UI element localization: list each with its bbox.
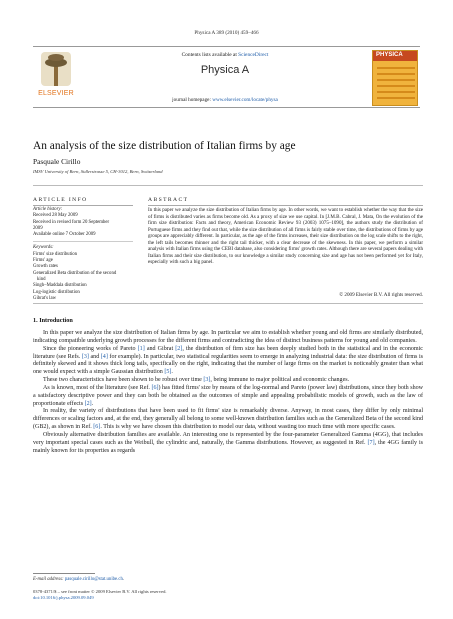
reference-link[interactable]: [3] [81, 353, 89, 360]
paragraph: Since the pioneering works of Pareto [1] and Gibrat [2], the distribution of firm size has been deeply studied both in the statistical and in the economic literature (see Refs. [3] and [4] for example). In particular, two statistical regularities seem to emerge in analyzing industrial data: the size distribution of firms is definitely skewed and it shows thick long tails, specifically on the right, indicating that the number of large firms on the market is noticeably greater than what one would expect with a simple Gaussian distribution [5]. [33, 345, 423, 376]
paragraph: In reality, the variety of distributions that have been used to fit firms' size is remarkably diverse. Anyway, in most cases, they differ by only minimal differences or scaling factors and, at the end, they generally all belong to some well-known distribution families such as the Generalized Beta of the second kind (GB2), as shown in Ref. [6]. This is why we have chosen this distribution to model our data, without wasting too much time with more specific cases. [33, 408, 423, 431]
history-line: 2009 [33, 225, 43, 231]
reference-link[interactable]: [5] [164, 369, 172, 376]
tree-logo-icon [41, 52, 71, 86]
author-name: Pasquale Cirillo [33, 157, 81, 166]
journal-title: Physica A [200, 64, 250, 76]
article-title: An analysis of the size distribution of Italian firms by age [33, 140, 296, 152]
divider [33, 185, 423, 186]
reference-link[interactable]: [7] [367, 439, 375, 446]
abstract-heading: ABSTRACT [148, 197, 189, 203]
reference-link[interactable]: [1] [137, 345, 145, 352]
paragraph: These two characteristics have been shown to be robust over time [3], being immune to major political and economic changes. [43, 377, 350, 384]
journal-homepage [80, 97, 370, 103]
keyword: Firms' size distribution [33, 251, 78, 257]
keyword: Log-logistic distribution [33, 289, 80, 295]
email-link[interactable]: pasquale.cirillo@stat.unibe.ch [64, 577, 123, 582]
homepage-link[interactable]: www.elsevier.com/locate/physa [212, 97, 278, 103]
footnote-divider [33, 573, 95, 574]
article-info-heading: ARTICLE INFO [33, 197, 88, 203]
reference-link[interactable]: [2] [175, 345, 183, 352]
history-line: Received 28 May 2009 [33, 213, 78, 219]
keyword: Firms' age [33, 258, 53, 264]
homepage-prefix: journal homepage: [172, 97, 213, 103]
author-affiliation: IMSV University of Bern, Sidlerstrasse 5, CH-3012, Bern, Switzerland [33, 169, 163, 174]
journal-citation: Physica A 389 (2010) 459–466 [194, 30, 259, 36]
history-label: Article history: [33, 207, 63, 212]
divider [33, 303, 423, 304]
reference-link[interactable]: [4] [100, 353, 108, 360]
abstract-text: In this paper we analyze the size distribution of Italian firms by age. In other words, we want to establish whether the way that the size of firms is distributed varies as firms become old. As a proxy of size we use capital. In [J.M.B. Cabral, J. Mata, On the evolution of the firm size distribution: Facts and theory, American Economic Review 93 (2003) 1075–1090], the authors study the distribution of Portuguese firms and they find out that, while the size distribution of all firms is fairly stable over time, the distributions of firms by age groups are appreciably different. In particular, as the age of the firms increases, their size distribution on the log scale shifts to the right, the left tails becomes thinner and the right tail thicker, with a clear decrease of the skewness. In this paper, we perform a similar analysis with Italian firms using the CEBI database, also considering firms' growth rates. Although there are several papers dealing with Italian firms and their size distribution, to our knowledge a similar study concerning size and age has not been performed yet for Italy, especially with such a big panel. [148, 207, 423, 266]
introduction-body [33, 330, 423, 456]
elsevier-logo [35, 50, 77, 104]
keyword: Gibrat's law [33, 295, 57, 301]
copyright-notice: © 2009 Elsevier B.V. All rights reserved. [339, 292, 423, 298]
keyword: Singh–Maddala distribution [33, 283, 87, 289]
divider [33, 205, 133, 206]
sciencedirect-link[interactable]: ScienceDirect [238, 52, 269, 58]
journal-cover-thumbnail [372, 50, 418, 106]
keyword: Growth rates [33, 264, 58, 270]
footnote: E-mail address: pasquale.cirillo@stat.unibe.ch. [33, 577, 125, 582]
article-info [33, 207, 133, 302]
paragraph: Obviously alternative distribution families are available. An interesting one is represented by the four-parameter Generalized Gamma (4GG), that includes very important special cases such as the Weibull, the cylindric and, naturally, the Gamma distributions. However, as suggested in Ref. [7], the 4GG family is mainly known for its properties as regards [33, 431, 423, 454]
section-heading: 1. Introduction [33, 317, 73, 324]
reference-link[interactable]: [3] [203, 377, 211, 384]
keywords-label: Keywords: [33, 245, 54, 251]
reference-link[interactable]: [2] [84, 400, 92, 407]
publisher-wordmark: ELSEVIER [38, 90, 74, 97]
issn-line: 0378-4371/$ – see front matter © 2009 Elsevier B.V. All rights reserved. [33, 589, 167, 594]
cover-title: PHYSICA [376, 52, 403, 58]
paragraph: In this paper we analyze the size distribution of Italian firms by age. In particular we aim to establish whether young and old firms are similarly distributed, indicating compatible underlying growth processes for the different firms and contradicting the idea of distinct business patterns for young and old companies. [33, 330, 423, 344]
reference-link[interactable]: [6] [93, 424, 101, 431]
doi-link[interactable]: doi:10.1016/j.physa.2009.09.049 [33, 595, 94, 601]
keyword: kind [37, 276, 46, 282]
divider [148, 205, 423, 206]
paragraph: As is known, most of the literature (see Ref. [6]) has fitted firms' size by means of the log-normal and Pareto (power law) distributions, since they both show a satisfactory descriptive power and they can both be obtained as the outcomes of simple and appealing probabilistic models of growth, such as the law of proportionate effects [2]. [33, 384, 423, 407]
contents-line [80, 52, 370, 58]
footnote-label: E-mail address: [33, 577, 65, 582]
reference-link[interactable]: [6] [151, 384, 159, 391]
issn-block [33, 589, 167, 602]
keyword: Generalized Beta distribution of the second [33, 270, 117, 276]
contents-prefix: Contents lists available at [181, 52, 239, 58]
history-line: Available online 7 October 2009 [33, 232, 96, 238]
history-line: Received in revised form 20 September [33, 219, 110, 225]
